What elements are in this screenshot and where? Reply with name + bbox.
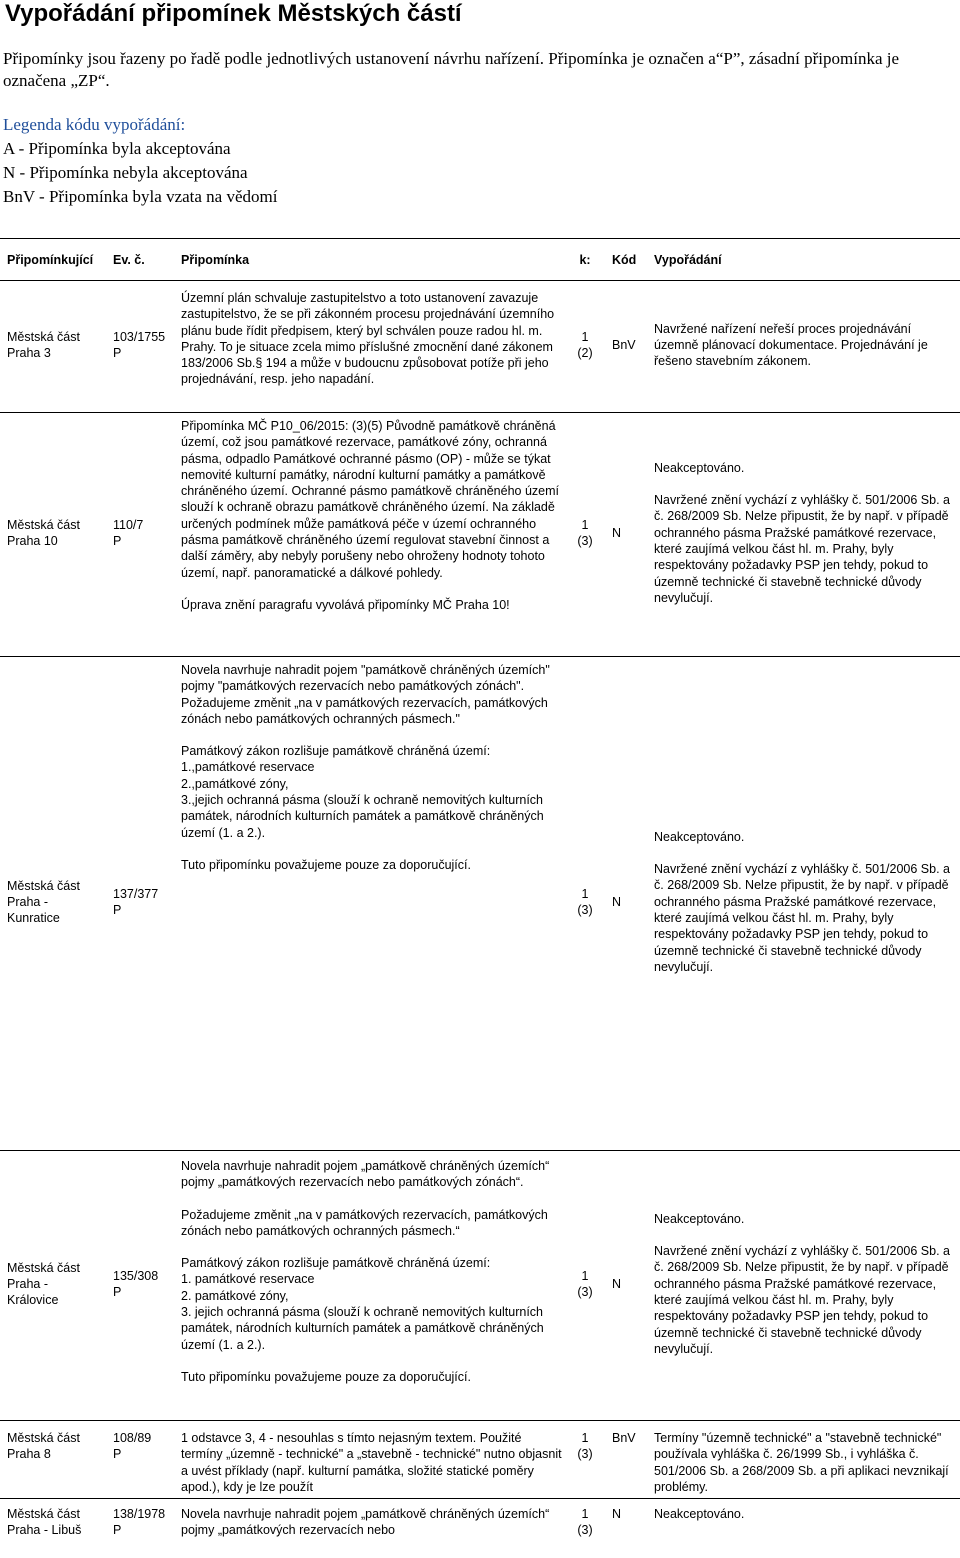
- cell-line: Městská část: [7, 1431, 80, 1445]
- cell-line: Městská část: [7, 329, 80, 344]
- num-cell: [113, 517, 175, 550]
- spacer: [181, 1191, 566, 1207]
- cell-line: P: [113, 1447, 122, 1462]
- spacer: [654, 476, 954, 492]
- cell-line: 1 odstavce 3, 4 - nesouhlas s tímto nejasným textem. Použité termíny „územně - technické" a „stavebně - technické" nutno objasnit a uvést příklady (např. kulturní památka, složité statické poměry apod.), kdy je lze použít: [181, 1431, 562, 1494]
- num-cell: [113, 329, 175, 362]
- cell-line: Městská část: [7, 1507, 80, 1521]
- comment-cell: [181, 1506, 566, 1539]
- cell-line: Požadujeme změnit „na v památkových rezervacích, památkových zónách nebo památkových ochranných pásmech.": [181, 695, 548, 726]
- k-cell: [568, 886, 602, 919]
- cell-line: (2): [577, 346, 593, 360]
- legend: [3, 113, 277, 209]
- k-cell: [568, 517, 602, 550]
- author-cell: [7, 517, 102, 550]
- cell-line: 135/308: [113, 1268, 159, 1283]
- comment-cell: [181, 290, 566, 388]
- cell-line: 1: [581, 886, 589, 901]
- header-code: Kód: [612, 253, 637, 267]
- cell-line: Navržené znění vychází z vyhlášky č. 501/2006 Sb. a č. 268/2009 Sb. Nelze připustit, že by např. v případě ochranného pásma Pražské památkové rezervace, které zaujímá velkou část hl. m. Prahy, byly respektovány požadavky PSP jen tehdy, pokud to územně technické či stavebně technické důvody nevylučují.: [654, 493, 950, 605]
- num-cell: [113, 886, 175, 919]
- cell-line: Praha -: [7, 894, 48, 909]
- cell-line: Připomínka MČ P10_06/2015: (3)(5) Původně památkově chráněná území, což jsou památkové rezervace, památkové zóny, ochranná pásma, odpadlo Památkové ochranné pásmo (OP) - může se týkat nemovité kulturní památky, národní kulturní památky a památkově chráněného území. Ochranné pásmo památkově chráněného území slouží k ochraně obrazu památkově chráněného území. Na základě určených podmínek může památková péče v území ochranného pásma památkově chráněného území regulovat stavební činnost a další záměry, aby nebyly porušeny nebo ohroženy hodnoty tohoto území, např. panoramatické a dálkové pohledy.: [181, 419, 560, 580]
- cell-line: Praha -: [7, 1276, 48, 1291]
- spacer: [654, 845, 954, 861]
- cell-line: 1: [581, 517, 589, 532]
- spacer: [181, 841, 566, 857]
- author-cell: [7, 878, 102, 927]
- cell-line: Neakceptováno.: [654, 1211, 745, 1226]
- comment-cell: [181, 662, 566, 873]
- cell-line: P: [113, 346, 122, 360]
- cell-line: P: [113, 1285, 122, 1299]
- cell-line: Památkový zákon rozlišuje památkově chráněná území:: [181, 1256, 491, 1271]
- cell-line: Městská část: [7, 878, 80, 893]
- cell-line: Neakceptováno.: [654, 460, 745, 475]
- cell-line: P: [113, 1523, 122, 1538]
- resolution-cell: [654, 1211, 954, 1357]
- cell-line: 1: [581, 1507, 589, 1521]
- table-row: [0, 1150, 960, 1420]
- cell-line: Praha 8: [7, 1447, 51, 1462]
- cell-line: 103/1755: [113, 329, 166, 344]
- cell-line: Královice: [7, 1293, 59, 1308]
- cell-line: Navržené znění vychází z vyhlášky č. 501/2006 Sb. a č. 268/2009 Sb. Nelze připustit, že by např. v případě ochranného pásma Pražské památkové rezervace, které zaujímá velkou část hl. m. Prahy, byly respektovány požadavky PSP jen tehdy, pokud to územně technické či stavebně technické důvody nevylučují.: [654, 862, 950, 974]
- comment-cell: [181, 1430, 566, 1495]
- cell-line: 137/377: [113, 886, 159, 901]
- cell-line: Novela navrhuje nahradit pojem „památkově chráněných územích“ pojmy „památkových rezervacích nebo: [181, 1507, 550, 1538]
- cell-line: P: [113, 534, 122, 548]
- table-row: [0, 1420, 960, 1498]
- legend-item: A - Připomínka byla akceptována: [3, 139, 231, 158]
- resolution-cell: [654, 829, 954, 975]
- cell-line: Tuto připomínku považujeme pouze za doporučující.: [181, 857, 471, 872]
- spacer: [181, 1239, 566, 1255]
- cell-line: Neakceptováno.: [654, 829, 745, 844]
- cell-line: Praha 10: [7, 534, 58, 548]
- cell-line: 138/1978: [113, 1507, 166, 1521]
- code-cell: [612, 1430, 646, 1446]
- author-cell: [7, 329, 102, 362]
- cell-line: Územní plán schvaluje zastupitelstvo a toto ustanovení zavazuje zastupitelstvo, že se při zákonném procesu projednávání územního plánu bude řídit předpisem, který byl schválen pouze radou hl. m. Prahy. To je situace zcela mimo příslušné zmocnění dané zákonem 183/2006 Sb.§ 194 a může v budoucnu způsobovat potíže při jeho projednávání, resp. jeho napadání.: [181, 291, 555, 387]
- code-value: N: [612, 894, 622, 909]
- code-cell: [612, 525, 646, 541]
- table-header: [0, 238, 960, 280]
- spacer: [181, 581, 566, 597]
- num-cell: [113, 1268, 175, 1301]
- cell-line: 1. památkové reservace: [181, 1272, 315, 1287]
- cell-line: Požadujeme změnit „na v památkových rezervacích, památkových zónách nebo památkových ochranných pásmech.“: [181, 1207, 548, 1238]
- code-cell: [612, 337, 646, 353]
- cell-line: Městská část: [7, 1260, 80, 1275]
- author-cell: [7, 1506, 102, 1539]
- header-k: k:: [579, 253, 591, 267]
- code-value: N: [612, 1276, 622, 1291]
- cell-line: Termíny "územně technické" a "stavebně technické" používala vyhláška č. 26/1999 Sb., i vyhláška č. 501/2006 Sb. a 268/2009 Sb. a při aplikaci nevznikají problémy.: [654, 1431, 949, 1494]
- cell-line: 2. památkové zóny,: [181, 1288, 289, 1303]
- author-cell: [7, 1260, 102, 1309]
- cell-line: Kunratice: [7, 911, 60, 926]
- cell-line: (3): [577, 1285, 593, 1299]
- num-cell: [113, 1430, 175, 1463]
- cell-line: 1.,památkové reservace: [181, 760, 315, 775]
- table-row: [0, 656, 960, 1150]
- k-cell: [568, 329, 602, 362]
- legend-item: N - Připomínka nebyla akceptována: [3, 163, 248, 182]
- k-cell: [568, 1430, 602, 1463]
- cell-line: Novela navrhuje nahradit pojem „památkově chráněných územích“ pojmy „památkových rezervacích nebo památkových zónách“.: [181, 1159, 550, 1190]
- cell-line: Památkový zákon rozlišuje památkově chráněná území:: [181, 744, 491, 759]
- comment-cell: [181, 1158, 566, 1385]
- resolution-cell: [654, 1430, 954, 1495]
- legend-heading: Legenda kódu vypořádání:: [3, 115, 186, 134]
- author-cell: [7, 1430, 102, 1463]
- cell-line: Navržené nařízení neřeší proces projednávání územně plánovací dokumentace. Projednávání je řešeno stavebním zákonem.: [654, 321, 928, 369]
- k-cell: [568, 1506, 602, 1539]
- page-title: Vypořádání připomínek Městských částí: [5, 0, 462, 27]
- code-value: BnV: [612, 1431, 636, 1445]
- code-cell: [612, 894, 646, 910]
- intro-text: Připomínky jsou řazeny po řadě podle jednotlivých ustanovení návrhu nařízení. Připomínka je označen a“P”, zásadní připomínka je označena „ZP“.: [3, 49, 900, 90]
- cell-line: Úprava znění paragrafu vyvolává připomínky MČ Praha 10!: [181, 597, 510, 612]
- code-value: N: [612, 1507, 622, 1521]
- cell-line: (3): [577, 534, 593, 548]
- cell-line: (3): [577, 903, 593, 917]
- cell-line: Praha 3: [7, 346, 51, 360]
- cell-line: Neakceptováno.: [654, 1507, 745, 1521]
- header-resolution: Vypořádání: [654, 253, 722, 267]
- cell-line: 108/89: [113, 1431, 152, 1445]
- resolution-cell: [654, 321, 954, 370]
- resolution-cell: [654, 460, 954, 606]
- cell-line: 110/7: [113, 517, 144, 532]
- cell-line: 2.,památkové zóny,: [181, 776, 289, 791]
- num-cell: [113, 1506, 175, 1539]
- code-cell: [612, 1506, 646, 1522]
- code-cell: [612, 1276, 646, 1292]
- cell-line: Městská část: [7, 517, 80, 532]
- header-num: Ev. č.: [113, 253, 145, 267]
- table-row: [0, 280, 960, 412]
- cell-line: P: [113, 903, 122, 917]
- header-comment: Připomínka: [181, 253, 250, 267]
- cell-line: 3. jejich ochranná pásma (slouží k ochraně nemovitých kulturních památek, národních kulturních památek a památkově chráněných území (1. a 2.).: [181, 1305, 544, 1352]
- cell-line: Praha - Libuš: [7, 1523, 82, 1538]
- spacer: [181, 727, 566, 743]
- header-author: Připomínkující: [7, 253, 94, 267]
- k-cell: [568, 1268, 602, 1301]
- cell-line: (3): [577, 1447, 593, 1462]
- legend-item: BnV - Připomínka byla vzata na vědomí: [3, 187, 278, 206]
- code-value: BnV: [612, 337, 636, 352]
- spacer: [181, 1353, 566, 1369]
- cell-line: Novela navrhuje nahradit pojem "památkově chráněných územích" pojmy "památkových rezervacích nebo památkových zónách".: [181, 663, 550, 694]
- cell-line: 1: [581, 1431, 589, 1445]
- table-row: [0, 412, 960, 656]
- comment-cell: [181, 418, 566, 613]
- cell-line: Navržené znění vychází z vyhlášky č. 501/2006 Sb. a č. 268/2009 Sb. Nelze připustit, že by např. v případě ochranného pásma Pražské památkové rezervace, které zaujímá velkou část hl. m. Prahy, byly respektovány požadavky PSP jen tehdy, pokud to územně technické či stavebně technické důvody nevylučují.: [654, 1244, 950, 1356]
- cell-line: 1: [581, 1268, 589, 1283]
- spacer: [654, 1227, 954, 1243]
- table-row: [0, 1498, 960, 1558]
- resolution-cell: [654, 1506, 954, 1522]
- cell-line: (3): [577, 1523, 593, 1538]
- cell-line: 1: [581, 329, 589, 344]
- code-value: N: [612, 525, 622, 540]
- cell-line: Tuto připomínku považujeme pouze za doporučující.: [181, 1369, 471, 1384]
- cell-line: 3.,jejich ochranná pásma (slouží k ochraně nemovitých kulturních památek, národních kulturních památek a památkově chráněných území (1. a 2.).: [181, 793, 544, 840]
